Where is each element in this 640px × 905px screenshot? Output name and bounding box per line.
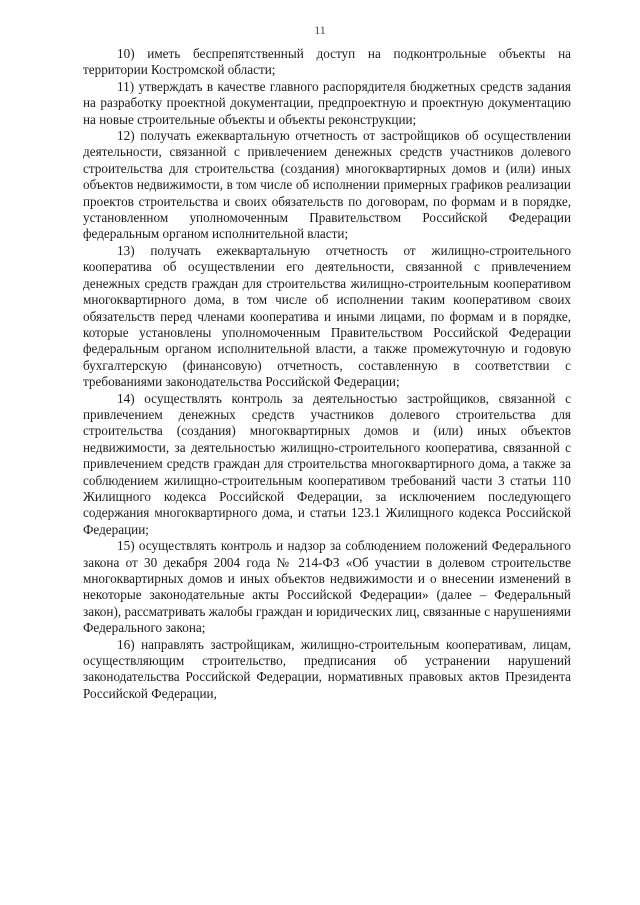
paragraph-item-13: 13) получать ежеквартальную отчетность от жилищно-строительного кооператива об осуществлении его деятельности, связанной с привлечением денежных средств граждан для строительства жилищно-строительным кооперативом многоквартирного дома, в том числе об исполнении таким кооперативом своих обязательств перед членами кооператива и иными лицами, по формам и в порядке, которые установлены уполномоченным Правительством Российской Федерации федеральным органом исполнительной власти, а также промежуточную и годовую бухгалтерскую (финансовую) отчетность, составленную в соответствии с требованиями законодательства Российской Федерации; — [83, 242, 571, 390]
page-number: 11 — [314, 23, 326, 37]
paragraph-item-10: 10) иметь беспрепятственный доступ на подконтрольные объекты на территории Костромской области; — [83, 46, 571, 78]
paragraph-item-14: 14) осуществлять контроль за деятельностью застройщиков, связанной с привлечением денежных средств участников долевого строительства для строительства (создания) многоквартирных домов и (или) иных объектов недвижимости, за деятельностью жилищно-строительного кооператива, связанной с привлечением средств граждан для строительства многоквартирного дома, а также за соблюдением жилищно-строительным кооперативом требований части 3 статьи 110 Жилищного кодекса Российской Федерации, за исключением последующего содержания многоквартирного дома, и статьи 123.1 Жилищного кодекса Российской Федерации; — [83, 390, 571, 537]
paragraph-item-15: 15) осуществлять контроль и надзор за соблюдением положений Федерального закона от 30 декабря 2004 года № 214-ФЗ «Об участии в долевом строительстве многоквартирных домов и иных объектов недвижимости и о внесении изменений в некоторые законодательные акты Российской Федерации» (далее – Федеральный закон), рассматривать жалобы граждан и юридических лиц, связанные с нарушениями Федерального закона; — [83, 538, 571, 636]
paragraph-item-11: 11) утверждать в качестве главного распорядителя бюджетных средств задания на разработку проектной документации, предпроектную и проектную документацию на новые строительные объекты и объекты реконструкции; — [83, 78, 571, 127]
document-body — [83, 46, 571, 702]
paragraph-item-16: 16) направлять застройщикам, жилищно-строительным кооперативам, лицам, осуществляющим строительство, предписания об устранении нарушений законодательства Российской Федерации, нормативных правовых актов Президента Российской Федерации, — [83, 636, 571, 701]
paragraph-item-12: 12) получать ежеквартальную отчетность от застройщиков об осуществлении деятельности, связанной с привлечением денежных средств участников долевого строительства для строительства (создания) многоквартирных домов и (или) иных объектов недвижимости, в том числе об исполнении примерных графиков реализации проектов строительства и своих обязательств по договорам, по формам и в порядке, установленном уполномоченным Правительством Российской Федерации федеральным органом исполнительной власти; — [83, 128, 571, 242]
